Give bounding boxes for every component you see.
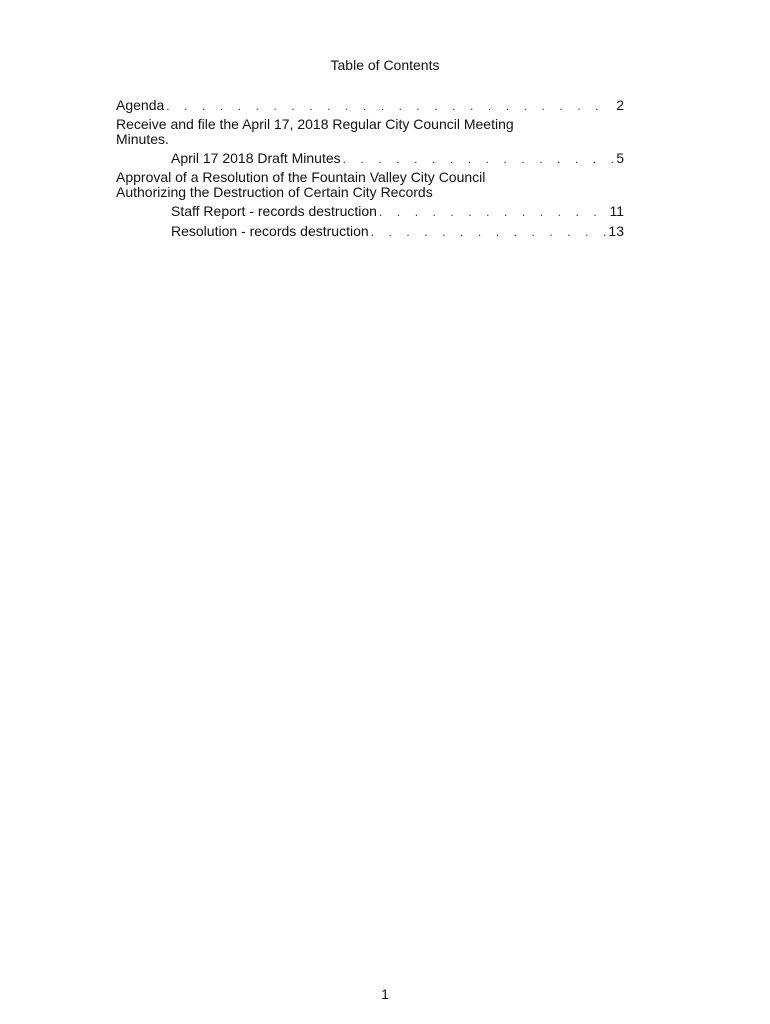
- toc-entry-label: Staff Report - records destruction: [171, 203, 377, 219]
- dot-leader: [371, 224, 607, 241]
- toc-entry-page: 2: [616, 97, 624, 113]
- toc-list: [116, 97, 624, 243]
- toc-entry-staff-report[interactable]: [116, 203, 624, 221]
- page-title: Table of Contents: [330, 57, 440, 73]
- toc-entry-agenda[interactable]: [116, 97, 624, 115]
- toc-entry-label: Resolution - records destruction: [171, 223, 369, 239]
- toc-entry-draft-minutes[interactable]: [116, 150, 624, 168]
- dot-leader: [166, 98, 614, 115]
- toc-entry-label: April 17 2018 Draft Minutes: [171, 150, 341, 166]
- dot-leader: [343, 151, 615, 168]
- toc-entry-page: 13: [608, 223, 624, 239]
- toc-entry-page: 11: [609, 203, 624, 219]
- toc-section-heading: Approval of a Resolution of the Fountain Valley City Council Authorizing the Destruction of Certain City Records: [116, 169, 486, 200]
- toc-entry-resolution[interactable]: [116, 223, 624, 241]
- toc-entry-label: Agenda: [116, 97, 165, 113]
- dot-leader: [379, 204, 608, 221]
- page-number: 1: [381, 986, 389, 1002]
- toc-entry-page: 5: [616, 150, 624, 166]
- toc-section-heading: Receive and file the April 17, 2018 Regular City Council Meeting Minutes.: [116, 116, 514, 147]
